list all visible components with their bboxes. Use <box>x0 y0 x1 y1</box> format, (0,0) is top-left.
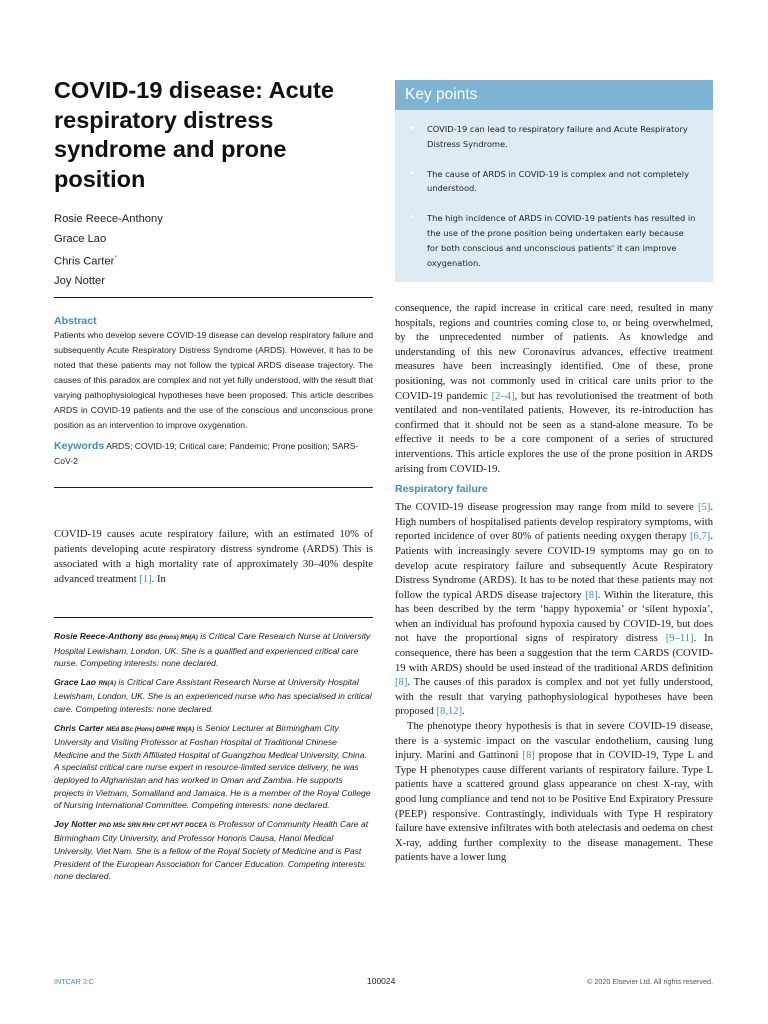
divider <box>54 487 373 488</box>
author-name: Chris Carter* <box>54 255 118 268</box>
key-point-item: • COVID-19 can lead to respiratory failure and Acute Respiratory Distress Syndrome. <box>409 122 697 152</box>
citation-link[interactable]: [1] <box>139 573 152 585</box>
citation-link[interactable]: [5] <box>697 502 711 514</box>
citation-link[interactable]: [8] <box>395 677 408 689</box>
body-paragraph: consequence, the rapid increase in critical care need, resulted in many hospitals, regions and countries coming close to, or being overwhelmed, by the unprecedented number of patients. As knowledge and understanding of this new Coronavirus advances, effective treatment measures have been increasingly identified. One of these, prone positioning, was not commonly used in critical care units prior to the COVID-19 pandemic [2–4], but has revolutionised the treatment of both ventilated and non-ventilated patients. However, its re-introduction has confirmed that it should not be seen as a stand-alone measure. To be effective it needs to be a core component of a series of structured interventions. This article explores the use of the prone position in ARDS arising from COVID-19. <box>395 303 713 475</box>
abstract-section <box>54 314 373 469</box>
divider <box>54 617 373 618</box>
journal-id[interactable]: INTCAR 3:C <box>54 977 94 986</box>
citation-link[interactable]: [8,12] <box>436 706 463 718</box>
citation-link[interactable]: [2–4] <box>491 390 515 402</box>
section-heading: Respiratory failure <box>395 483 488 496</box>
key-point-item: • The cause of ARDS in COVID-19 is complex and not completely understood. <box>409 167 697 197</box>
citation-link[interactable]: [6,7] <box>690 531 711 543</box>
author-list <box>54 210 163 292</box>
corresponding-author-mark[interactable]: * <box>114 255 118 262</box>
key-point-item: • The high incidence of ARDS in COVID-19 patients has resulted in the use of the prone position being undertaken early because for both conscious and unconscious patients' it can improve oxygenation. <box>409 211 697 270</box>
citation-link[interactable]: [9–11] <box>665 633 694 645</box>
keywords-text: ARDS; COVID-19; Critical care; Pandemic; Prone position; SARS-CoV-2 <box>54 441 359 466</box>
article-title: COVID-19 disease: Acute respiratory distress syndrome and prone position <box>54 77 334 192</box>
author-name: Rosie Reece-Anthony <box>54 213 163 225</box>
author-bio: Grace Lao RN(A) is Critical Care Assistant Research Nurse at University Hospital Lewisham, London, UK. She is an experienced nurse who has specialised in critical care. Competing interests: none declared. <box>54 676 372 714</box>
page-number: 100024 <box>367 976 396 986</box>
citation-link[interactable]: [8] <box>522 750 535 762</box>
author-name: Grace Lao <box>54 232 107 245</box>
body-paragraph: The COVID-19 disease progression may range from mild to severe [5]. High numbers of hospitalised patients develop respiratory symptoms, with reported incidence of over 80% of patients needing oxygen therapy [6,7]. Patients with increasingly severe COVID-19 symptoms may go on to develop acute respiratory failure and subsequently Acute Respiratory Distress Syndrome (ARDS). It has to be noted that these patients may not follow the typical ARDS disease trajectory [8]. Within the literature, this has been described by the term ‘happy hypoxemia’ or ‘silent hypoxia’, when an individual has profound hypoxia caused by COVID-19, but does not have the proportional signs of respiratory distress [9–11]. In consequence, there has been a suggestion that the term CARDS (COVID-19 with ARDS) should be used instead of the traditional ARDS definition [8]. The causes of this paradox is complex and not yet fully understood, with the result that varying pathophysiological hypotheses have been proposed [8,12]. <box>395 502 714 718</box>
key-points-heading: Key points <box>395 80 713 110</box>
key-points-list <box>395 110 713 270</box>
body-text-right-column <box>395 302 713 866</box>
author-name: Joy Notter <box>54 275 105 288</box>
keywords <box>54 439 373 469</box>
keywords-label: Keywords <box>54 440 105 452</box>
abstract-text: Patients who develop severe COVID-19 disease can develop respiratory failure and subsequently Acute Respiratory Distress Syndrome (ARDS). However, it has to be noted that these patients may not follow the typical ARDS disease trajectory. The causes of this paradox are complex and not yet fully understood, with the result that varying pathophysiological hypotheses have been proposed. This article describes ARDS in COVID-19 patients and the use of the conscious and unconscious prone position as an intervention to improve oxygenation. <box>54 330 373 430</box>
author-bio: Joy Notter PhD MSc SRN RHV CPT HVT PGCEA is Professor of Community Health Care at Birmingham City University, and Professor Honoris Causa, Hanoi Medical University, Viet Nam. She is a fellow of the Royal Society of Medicine and is Past President of the European Association for Cancer Education. Competing interests: none declared. <box>54 818 369 882</box>
abstract-heading: Abstract <box>54 315 97 327</box>
copyright-notice: © 2020 Elsevier Ltd. All rights reserved. <box>587 977 713 986</box>
intro-paragraph: COVID-19 causes acute respiratory failure, with an estimated 10% of patients developing acute respiratory distress syndrome (ARDS) This is associated with a high mortality rate of approximately 30–40% despite advanced treatment [1]. In <box>54 529 373 585</box>
divider <box>54 297 373 298</box>
author-bio: Rosie Reece-Anthony BSc (Hons) RN(A) is Critical Care Research Nurse at University Hospital Lewisham, London, UK. She is a qualified and experienced critical care nurse. Competing interests: none declared. <box>54 631 371 669</box>
body-paragraph: The phenotype theory hypothesis is that in severe COVID-19 disease, there is a systemic impact on the vascular endothelium, causing lung injury. Marini and Gattinoni [8] propose that in COVID-19, Type L and Type H phenotypes cause different variants of respiratory failure. Type L patients have a scattered ground glass appearance on chest X-ray, with good lung compliance and tend not to be Positive End Expiratory Pressure (PEEP) responsive. Contrastingly, individuals with Type H respiratory failure have extensive infiltrates with both atelectasis and oedema on chest X-ray, adding further complexity to the disease management. These patients have a lower lung <box>395 721 713 864</box>
key-points-box <box>395 80 713 282</box>
author-bio: Chris Carter MEd BSc (Hons) DIPHE RN(A) is Senior Lecturer at Birmingham City University and Visiting Professor at Foshan Hospital of Traditional Chinese Medicine and the Sixth Affiliated Hospital of Guangzhou Medical University, China. A specialist critical care nurse expert in resource-limited service delivery, he was deployed to Afghanistan and has worked in Oman and Zambia. He supports projects in Vietnam, Somaliland and Jamaica. He is a member of the Royal College of Nursing International Committee. Competing interests: none declared. <box>54 722 371 811</box>
citation-link[interactable]: [8] <box>585 589 598 601</box>
author-bios <box>54 630 373 889</box>
